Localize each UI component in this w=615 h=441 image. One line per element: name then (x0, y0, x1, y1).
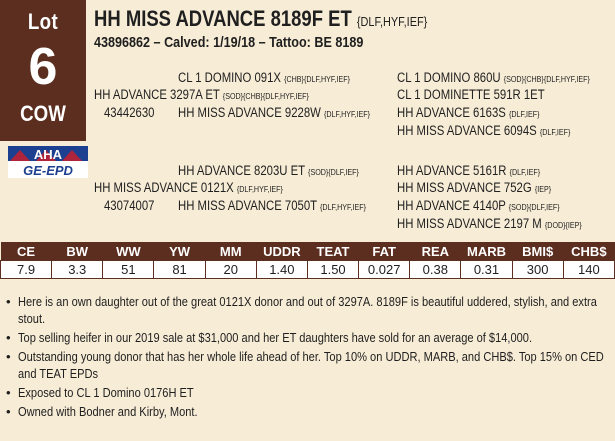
epd-table (0, 242, 615, 279)
pedigree-dd-dam: HH MISS ADVANCE 2197 M {DOD}{IEP} (397, 216, 582, 231)
epd-header: CE (1, 242, 52, 261)
epd-value: 1.40 (256, 261, 307, 279)
epd-value: 7.9 (1, 261, 52, 279)
epd-header: MARB (461, 242, 512, 261)
aha-ge-epd-logo (8, 146, 88, 178)
note-item: • Owned with Bodner and Kirby, Mont. (4, 403, 610, 420)
epd-value-row (1, 261, 615, 279)
epd-value: 0.31 (461, 261, 512, 279)
registration-line: 43896862 – Calved: 1/19/18 – Tattoo: BE 8189 (94, 34, 364, 51)
epd-header: MM (205, 242, 256, 261)
pedigree-ss-dam: CL 1 DOMINETTE 591R 1ET (397, 87, 545, 102)
note-item: • Here is an own daughter out of the great 0121X donor and out of 3297A. 8189F is beautiful uddered, stylish, and extra stout. (4, 293, 610, 327)
epd-value: 20 (205, 261, 256, 279)
epd-value: 300 (512, 261, 563, 279)
animal-codes: {DLF,HYF,IEF} (356, 14, 428, 29)
animal-name (94, 6, 491, 32)
epd-value: 1.50 (307, 261, 358, 279)
pedigree-ss-sire: CL 1 DOMINO 860U {SOD}{CHB}{DLF,HYF,IEF} (397, 70, 590, 85)
note-item: • Top selling heifer in our 2019 sale at $31,000 and her ET daughters have sold for an average of $14,000. (4, 329, 610, 346)
epd-header: BMI$ (512, 242, 563, 261)
epd-value: 0.027 (359, 261, 410, 279)
pedigree-sd-sire: HH ADVANCE 6163S {DLF,IEF} (397, 105, 540, 120)
note-item: • Exposed to CL 1 Domino 0176H ET (4, 384, 610, 401)
pedigree-sire-dam: HH MISS ADVANCE 9228W {DLF,HYF,IEF} (178, 105, 371, 120)
epd-value: 51 (103, 261, 154, 279)
pedigree-dam: HH MISS ADVANCE 0121X {DLF,HYF,IEF} (94, 180, 283, 195)
pedigree-sire: HH ADVANCE 3297A ET {SOD}{CHB}{DLF,HYF,IEF} (94, 87, 309, 102)
pedigree-dam-reg: 43074007 (104, 198, 155, 213)
pedigree-dam-dam: HH MISS ADVANCE 7050T {DLF,HYF,IEF} (178, 198, 367, 213)
logo-top-text: AHA (33, 147, 63, 162)
lot-box (0, 0, 86, 141)
epd-header: FAT (359, 242, 410, 261)
lot-number: 6 (28, 38, 58, 96)
lot-type: COW (20, 101, 66, 126)
animal-name-text: HH MISS ADVANCE 8189F ET (94, 6, 352, 31)
epd-header: CHB$ (563, 242, 614, 261)
epd-header: REA (410, 242, 461, 261)
epd-value: 140 (563, 261, 614, 279)
epd-value: 81 (154, 261, 205, 279)
pedigree-sire-reg: 43442630 (104, 105, 155, 120)
lot-notes (4, 293, 610, 422)
note-item: • Outstanding young donor that has her whole life ahead of her. Top 10% on UDDR, MARB, and CHB$. Top 15% on CED and TEAT EPDs (4, 348, 610, 382)
logo-bottom-text: GE-EPD (23, 163, 73, 178)
pedigree-dd-sire: HH ADVANCE 4140P {SOD}{DLF,IEF} (397, 198, 560, 213)
animal-registration (94, 34, 415, 51)
pedigree-ds-sire: HH ADVANCE 5161R {DLF,IEF} (397, 163, 541, 178)
epd-value: 3.3 (52, 261, 103, 279)
pedigree-ds-dam: HH MISS ADVANCE 752G {IEP} (397, 180, 552, 195)
lot-label: Lot (27, 9, 59, 34)
epd-value: 0.38 (410, 261, 461, 279)
epd-header: WW (103, 242, 154, 261)
epd-header: YW (154, 242, 205, 261)
epd-header: TEAT (307, 242, 358, 261)
pedigree-dam-sire: HH ADVANCE 8203U ET {SOD}{DLF,IEF} (178, 163, 359, 178)
epd-header: BW (52, 242, 103, 261)
epd-header-row (1, 242, 615, 261)
pedigree-sd-dam: HH MISS ADVANCE 6094S {DLF,IEF} (397, 123, 571, 138)
pedigree-sire-sire: CL 1 DOMINO 091X {CHB}{DLF,HYF,IEF} (178, 70, 350, 85)
epd-header: UDDR (256, 242, 307, 261)
